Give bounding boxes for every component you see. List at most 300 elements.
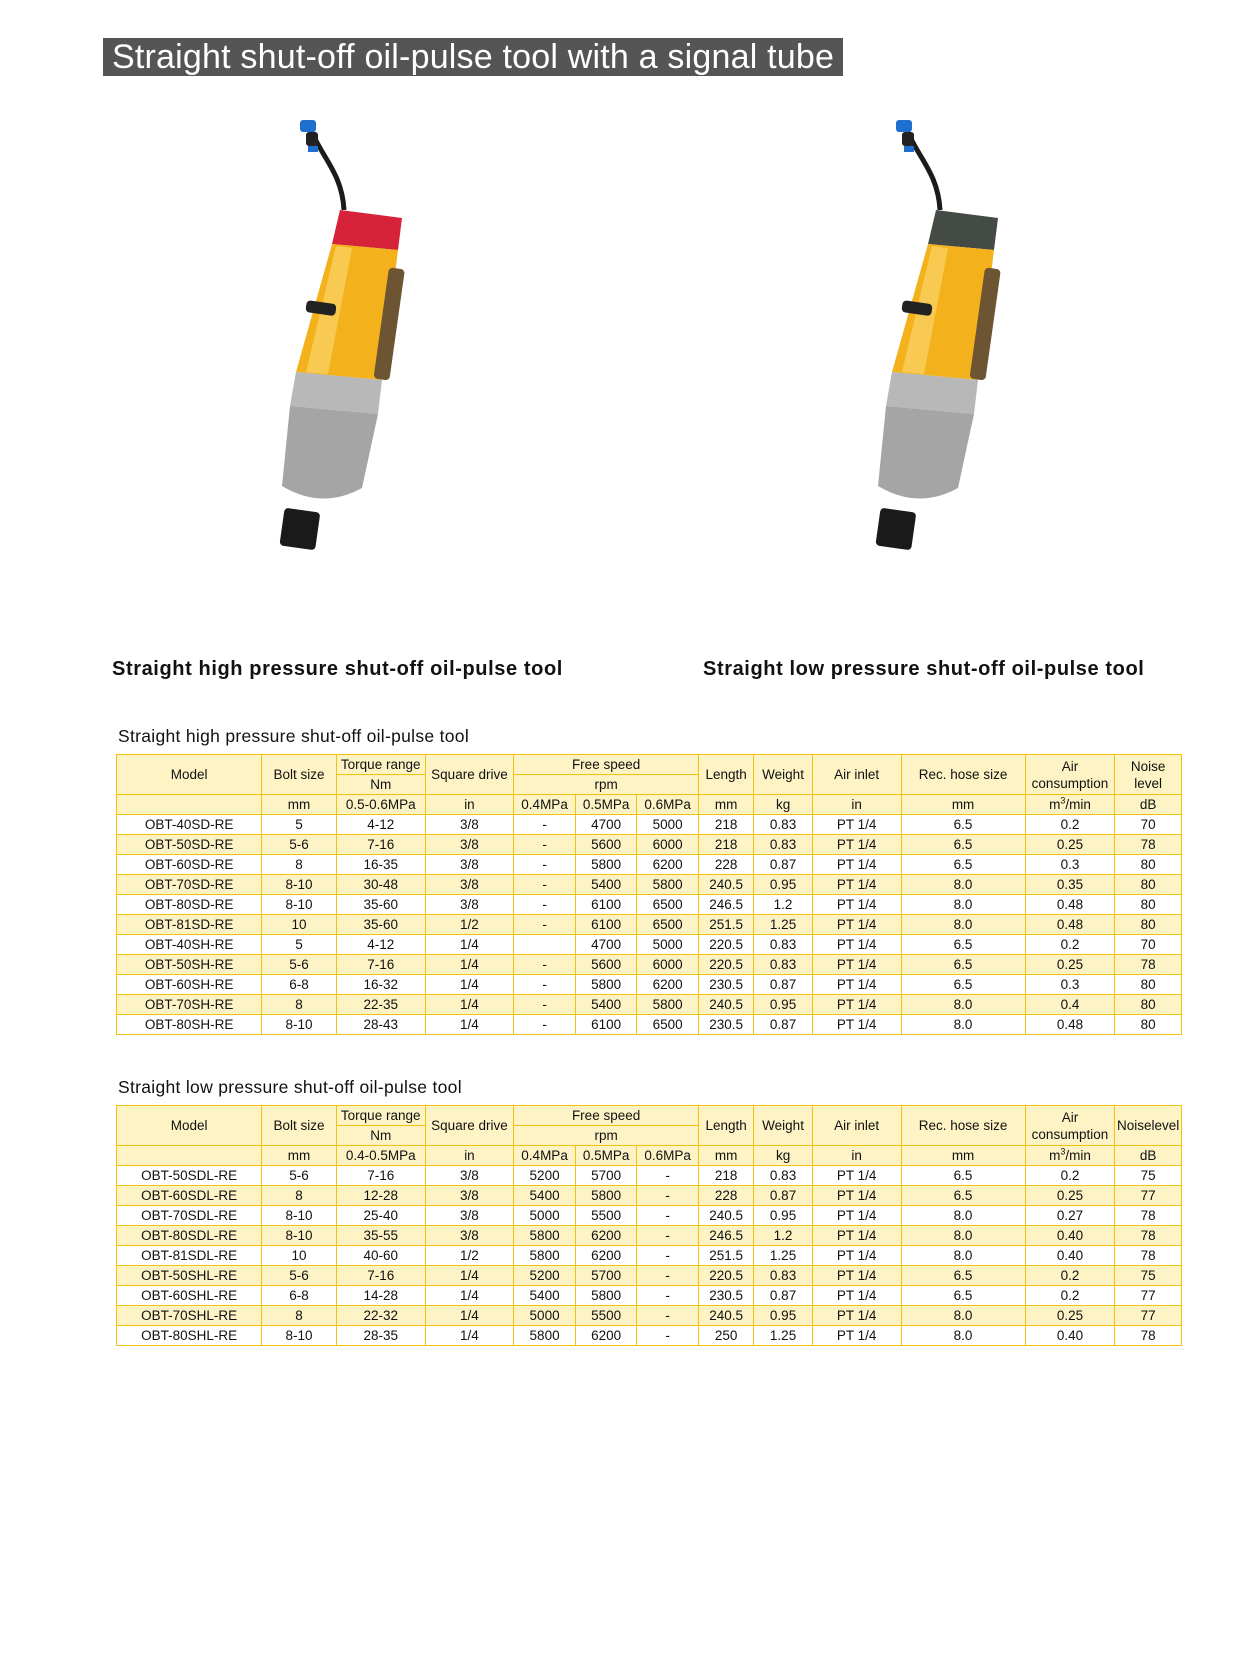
table-cell: 3/8: [425, 1226, 514, 1246]
table-cell: 0.83: [754, 1266, 812, 1286]
unit-cell: 0.5MPa: [575, 1146, 637, 1166]
table-cell: -: [637, 1266, 699, 1286]
table-cell: PT 1/4: [812, 1266, 901, 1286]
model-cell: OBT-60SHL-RE: [117, 1286, 262, 1306]
table-cell: 0.40: [1025, 1246, 1115, 1266]
table-cell: 8.0: [901, 1206, 1025, 1226]
header-noise-level: Noise level: [1115, 755, 1182, 795]
table-cell: 218: [698, 835, 753, 855]
table-cell: PT 1/4: [812, 835, 901, 855]
unit-cell: 0.6MPa: [637, 1146, 699, 1166]
unit-cell: in: [812, 1146, 901, 1166]
table-row: [117, 1326, 1182, 1346]
unit-cell: in: [425, 795, 514, 815]
table-cell: -: [514, 815, 576, 835]
table-cell: [514, 935, 576, 955]
table-cell: PT 1/4: [812, 1306, 901, 1326]
model-cell: OBT-50SDL-RE: [117, 1166, 262, 1186]
table-cell: -: [514, 895, 576, 915]
table-cell: 30-48: [336, 875, 425, 895]
table-cell: PT 1/4: [812, 915, 901, 935]
table-cell: 7-16: [336, 955, 425, 975]
table-cell: 251.5: [698, 915, 753, 935]
header-length: Length: [698, 1106, 753, 1146]
table-cell: 1/4: [425, 1286, 514, 1306]
table-cell: 5800: [514, 1246, 576, 1266]
table-cell: 8.0: [901, 995, 1025, 1015]
model-cell: OBT-81SD-RE: [117, 915, 262, 935]
table-cell: 218: [698, 1166, 753, 1186]
header-weight: Weight: [754, 755, 812, 795]
model-cell: OBT-40SH-RE: [117, 935, 262, 955]
table-cell: 3/8: [425, 895, 514, 915]
table-cell: 6500: [637, 895, 699, 915]
unit-cell: mm: [262, 795, 337, 815]
table-cell: 78: [1115, 1246, 1182, 1266]
table-cell: 77: [1115, 1286, 1182, 1306]
table-cell: 3/8: [425, 835, 514, 855]
table-cell: -: [514, 915, 576, 935]
table-cell: 6100: [575, 1015, 637, 1035]
table-cell: 77: [1115, 1306, 1182, 1326]
square-drive-socket: [875, 508, 916, 551]
table-cell: 6500: [637, 1015, 699, 1035]
table-cell: 3/8: [425, 875, 514, 895]
table-cell: 0.40: [1025, 1326, 1115, 1346]
table-cell: 80: [1115, 855, 1182, 875]
table-cell: 0.83: [754, 1166, 812, 1186]
model-cell: OBT-50SH-RE: [117, 955, 262, 975]
table-cell: 1.25: [754, 915, 812, 935]
model-cell: OBT-80SHL-RE: [117, 1326, 262, 1346]
table-cell: 28-43: [336, 1015, 425, 1035]
table-row: [117, 1206, 1182, 1226]
table-cell: PT 1/4: [812, 855, 901, 875]
header-length: Length: [698, 755, 753, 795]
table-cell: 7-16: [336, 835, 425, 855]
table-cell: 6200: [575, 1326, 637, 1346]
unit-cell: 0.4MPa: [514, 795, 576, 815]
table-cell: 6.5: [901, 1286, 1025, 1306]
units-row: [117, 1146, 1182, 1166]
table-cell: 0.95: [754, 875, 812, 895]
unit-cell: 0.4MPa: [514, 1146, 576, 1166]
table-cell: 8.0: [901, 1326, 1025, 1346]
header-weight: Weight: [754, 1106, 812, 1146]
table-row: [117, 1015, 1182, 1035]
unit-cell: 0.5-0.6MPa: [336, 795, 425, 815]
table-cell: -: [637, 1206, 699, 1226]
unit-cell: mm: [698, 795, 753, 815]
header-noise-level: Noiselevel: [1115, 1106, 1182, 1146]
table-row: [117, 1306, 1182, 1326]
table-cell: 0.48: [1025, 1015, 1115, 1035]
table-cell: 1.25: [754, 1246, 812, 1266]
table-row: [117, 935, 1182, 955]
header-air-consumption: Air consumption: [1025, 755, 1115, 795]
table-cell: 80: [1115, 875, 1182, 895]
table-cell: -: [637, 1326, 699, 1346]
table-cell: 0.4: [1025, 995, 1115, 1015]
table-cell: 5800: [575, 975, 637, 995]
high-pressure-table-title: Straight high pressure shut-off oil-pulse tool: [118, 726, 470, 746]
table-cell: PT 1/4: [812, 815, 901, 835]
table-cell: 8-10: [262, 1206, 337, 1226]
low-pressure-tool-image: [858, 118, 1058, 578]
table-cell: 1/2: [425, 915, 514, 935]
table-cell: 80: [1115, 895, 1182, 915]
table-row: [117, 1266, 1182, 1286]
table-cell: 0.95: [754, 1306, 812, 1326]
table-cell: 6.5: [901, 1186, 1025, 1206]
table-cell: 8-10: [262, 875, 337, 895]
table-cell: 1/4: [425, 1326, 514, 1346]
table-cell: 77: [1115, 1186, 1182, 1206]
table-cell: 5200: [514, 1266, 576, 1286]
units-row: [117, 795, 1182, 815]
header-torque-unit: Nm: [336, 775, 425, 795]
table-cell: PT 1/4: [812, 1186, 901, 1206]
unit-cell: dB: [1115, 1146, 1182, 1166]
table-row: [117, 1246, 1182, 1266]
model-cell: OBT-80SH-RE: [117, 1015, 262, 1035]
table-cell: 0.2: [1025, 815, 1115, 835]
unit-cell: 0.4-0.5MPa: [336, 1146, 425, 1166]
model-cell: OBT-60SD-RE: [117, 855, 262, 875]
table-cell: PT 1/4: [812, 995, 901, 1015]
table-cell: 1/4: [425, 1015, 514, 1035]
table-cell: 0.87: [754, 975, 812, 995]
table-cell: 78: [1115, 1226, 1182, 1246]
table-cell: -: [514, 1015, 576, 1035]
unit-cell: mm: [901, 795, 1025, 815]
table-cell: 228: [698, 1186, 753, 1206]
table-cell: 1/4: [425, 1306, 514, 1326]
header-model: Model: [117, 755, 262, 795]
table-row: [117, 835, 1182, 855]
table-cell: 0.87: [754, 1015, 812, 1035]
model-cell: OBT-50SHL-RE: [117, 1266, 262, 1286]
table-cell: 6.5: [901, 815, 1025, 835]
unit-cell: mm: [698, 1146, 753, 1166]
table-cell: 6200: [637, 855, 699, 875]
table-cell: 6.5: [901, 835, 1025, 855]
table-cell: 28-35: [336, 1326, 425, 1346]
table-cell: PT 1/4: [812, 1226, 901, 1246]
table-cell: PT 1/4: [812, 1206, 901, 1226]
table-row: [117, 975, 1182, 995]
table-cell: 0.27: [1025, 1206, 1115, 1226]
high-pressure-spec-table: [116, 754, 1182, 1035]
table-cell: 250: [698, 1326, 753, 1346]
table-cell: 6200: [637, 975, 699, 995]
table-cell: 0.48: [1025, 915, 1115, 935]
table-cell: 0.25: [1025, 955, 1115, 975]
tool-head: [282, 406, 378, 499]
table-cell: 8: [262, 1306, 337, 1326]
table-cell: 6-8: [262, 975, 337, 995]
table-cell: 14-28: [336, 1286, 425, 1306]
table-cell: 0.25: [1025, 1306, 1115, 1326]
table-cell: 1.2: [754, 895, 812, 915]
table-row: [117, 1166, 1182, 1186]
table-cell: PT 1/4: [812, 1246, 901, 1266]
header-hose-size: Rec. hose size: [901, 1106, 1025, 1146]
table-cell: 5000: [514, 1306, 576, 1326]
table-cell: 0.83: [754, 935, 812, 955]
table-cell: 5800: [575, 1186, 637, 1206]
table-row: [117, 995, 1182, 1015]
table-cell: -: [514, 835, 576, 855]
table-cell: 3/8: [425, 1206, 514, 1226]
table-cell: 228: [698, 855, 753, 875]
square-drive-socket: [279, 508, 320, 551]
header-torque-range: Torque range: [336, 1106, 425, 1126]
table-cell: 1/4: [425, 995, 514, 1015]
table-cell: 5800: [637, 995, 699, 1015]
table-cell: 5400: [575, 995, 637, 1015]
table-cell: 4700: [575, 815, 637, 835]
table-cell: 6200: [575, 1246, 637, 1266]
header-bolt-size: Bolt size: [262, 1106, 337, 1146]
header-hose-size: Rec. hose size: [901, 755, 1025, 795]
model-cell: OBT-60SDL-RE: [117, 1186, 262, 1206]
table-cell: 5700: [575, 1166, 637, 1186]
table-cell: 6500: [637, 915, 699, 935]
table-cell: 78: [1115, 1326, 1182, 1346]
table-row: [117, 1226, 1182, 1246]
table-cell: PT 1/4: [812, 1015, 901, 1035]
table-cell: 1/2: [425, 1246, 514, 1266]
table-cell: 8-10: [262, 1326, 337, 1346]
tool-head: [878, 406, 974, 499]
table-row: [117, 955, 1182, 975]
table-cell: 5400: [514, 1186, 576, 1206]
table-cell: 246.5: [698, 1226, 753, 1246]
table-cell: 75: [1115, 1166, 1182, 1186]
model-cell: OBT-70SD-RE: [117, 875, 262, 895]
table-cell: -: [637, 1286, 699, 1306]
table-cell: 0.83: [754, 955, 812, 975]
table-cell: 5200: [514, 1166, 576, 1186]
table-cell: -: [514, 975, 576, 995]
table-cell: 0.40: [1025, 1226, 1115, 1246]
table-cell: -: [637, 1246, 699, 1266]
table-cell: 240.5: [698, 1306, 753, 1326]
table-cell: 6100: [575, 895, 637, 915]
table-cell: 16-32: [336, 975, 425, 995]
table-cell: -: [637, 1306, 699, 1326]
table-cell: 80: [1115, 1015, 1182, 1035]
table-cell: 75: [1115, 1266, 1182, 1286]
header-air-inlet: Air inlet: [812, 755, 901, 795]
table-row: [117, 875, 1182, 895]
table-cell: 240.5: [698, 875, 753, 895]
table-cell: 5-6: [262, 1166, 337, 1186]
model-cell: OBT-70SDL-RE: [117, 1206, 262, 1226]
table-cell: 218: [698, 815, 753, 835]
table-cell: 8-10: [262, 1015, 337, 1035]
table-cell: 8.0: [901, 1246, 1025, 1266]
table-cell: 8-10: [262, 895, 337, 915]
table-cell: 0.87: [754, 1186, 812, 1206]
table-cell: -: [514, 875, 576, 895]
table-cell: 0.25: [1025, 1186, 1115, 1206]
table-cell: 22-35: [336, 995, 425, 1015]
table-cell: -: [514, 855, 576, 875]
model-cell: OBT-60SH-RE: [117, 975, 262, 995]
table-cell: 78: [1115, 1206, 1182, 1226]
table-cell: 5800: [575, 855, 637, 875]
header-torque-unit: Nm: [336, 1126, 425, 1146]
table-cell: -: [514, 995, 576, 1015]
table-cell: 0.2: [1025, 1266, 1115, 1286]
table-cell: 3/8: [425, 1186, 514, 1206]
table-cell: 35-60: [336, 895, 425, 915]
table-cell: 6.5: [901, 935, 1025, 955]
table-cell: 0.87: [754, 1286, 812, 1306]
header-air-inlet: Air inlet: [812, 1106, 901, 1146]
table-cell: 5500: [575, 1206, 637, 1226]
high-pressure-caption: Straight high pressure shut-off oil-pulse tool: [112, 658, 563, 680]
table-cell: 0.2: [1025, 1286, 1115, 1306]
table-cell: 8.0: [901, 1306, 1025, 1326]
table-cell: 5000: [637, 815, 699, 835]
table-cell: 0.48: [1025, 895, 1115, 915]
table-cell: 8: [262, 1186, 337, 1206]
table-cell: 251.5: [698, 1246, 753, 1266]
unit-cell: $m^3/\min$: [1025, 795, 1115, 815]
table-cell: 240.5: [698, 995, 753, 1015]
signal-tube: [300, 120, 344, 210]
unit-cell: mm: [901, 1146, 1025, 1166]
table-cell: 5800: [514, 1226, 576, 1246]
table-cell: PT 1/4: [812, 935, 901, 955]
header-bolt-size: Bolt size: [262, 755, 337, 795]
header-torque-range: Torque range: [336, 755, 425, 775]
table-cell: 5: [262, 815, 337, 835]
header-free-speed: Free speed: [514, 1106, 699, 1126]
table-cell: PT 1/4: [812, 875, 901, 895]
table-cell: 7-16: [336, 1266, 425, 1286]
table-cell: 8.0: [901, 1226, 1025, 1246]
table-cell: 5800: [514, 1326, 576, 1346]
table-cell: 5500: [575, 1306, 637, 1326]
table-cell: 5000: [637, 935, 699, 955]
table-cell: 1/4: [425, 935, 514, 955]
unit-cell: mm: [262, 1146, 337, 1166]
table-cell: 6.5: [901, 955, 1025, 975]
unit-cell: in: [425, 1146, 514, 1166]
table-cell: 12-28: [336, 1186, 425, 1206]
model-cell: OBT-70SHL-RE: [117, 1306, 262, 1326]
unit-cell: kg: [754, 795, 812, 815]
tool-cap: [332, 210, 402, 250]
table-cell: -: [637, 1186, 699, 1206]
table-cell: 220.5: [698, 1266, 753, 1286]
unit-cell: $m^3/\min$: [1025, 1146, 1115, 1166]
table-cell: 22-32: [336, 1306, 425, 1326]
unit-cell: kg: [754, 1146, 812, 1166]
low-pressure-spec-table: [116, 1105, 1182, 1346]
table-cell: 3/8: [425, 815, 514, 835]
table-cell: 8.0: [901, 895, 1025, 915]
table-cell: 230.5: [698, 975, 753, 995]
table-cell: 6.5: [901, 1266, 1025, 1286]
header-free-speed: Free speed: [514, 755, 699, 775]
table-cell: 80: [1115, 915, 1182, 935]
table-cell: 70: [1115, 935, 1182, 955]
header-speed-unit: rpm: [514, 1126, 699, 1146]
table-cell: 35-55: [336, 1226, 425, 1246]
table-cell: PT 1/4: [812, 1326, 901, 1346]
table-cell: 8.0: [901, 1015, 1025, 1035]
table-cell: 5800: [575, 1286, 637, 1306]
tool-cap: [928, 210, 998, 250]
table-cell: 40-60: [336, 1246, 425, 1266]
table-cell: 220.5: [698, 935, 753, 955]
model-cell: OBT-80SDL-RE: [117, 1226, 262, 1246]
table-cell: 220.5: [698, 955, 753, 975]
table-row: [117, 815, 1182, 835]
table-cell: 6000: [637, 955, 699, 975]
table-cell: 0.95: [754, 1206, 812, 1226]
table-cell: 230.5: [698, 1286, 753, 1306]
table-cell: 4-12: [336, 815, 425, 835]
high-pressure-tool-image: [262, 118, 462, 578]
table-cell: 70: [1115, 815, 1182, 835]
unit-cell: in: [812, 795, 901, 815]
table-cell: 10: [262, 915, 337, 935]
table-cell: -: [637, 1226, 699, 1246]
low-pressure-caption: Straight low pressure shut-off oil-pulse tool: [703, 658, 1145, 680]
table-cell: 230.5: [698, 1015, 753, 1035]
table-row: [117, 855, 1182, 875]
table-cell: 5-6: [262, 835, 337, 855]
table-cell: 0.35: [1025, 875, 1115, 895]
table-cell: 6.5: [901, 1166, 1025, 1186]
table-cell: 8.0: [901, 875, 1025, 895]
table-cell: PT 1/4: [812, 1286, 901, 1306]
header-square-drive: Square drive: [425, 755, 514, 795]
model-cell: OBT-40SD-RE: [117, 815, 262, 835]
signal-tube: [896, 120, 940, 210]
page-title: Straight shut-off oil-pulse tool with a signal tube: [103, 38, 843, 76]
table-cell: 0.83: [754, 815, 812, 835]
table-cell: 5-6: [262, 1266, 337, 1286]
unit-cell: dB: [1115, 795, 1182, 815]
table-cell: 0.87: [754, 855, 812, 875]
table-cell: 5000: [514, 1206, 576, 1226]
table-cell: 1.25: [754, 1326, 812, 1346]
table-cell: 80: [1115, 975, 1182, 995]
table-cell: 5800: [637, 875, 699, 895]
table-cell: 5400: [575, 875, 637, 895]
table-cell: PT 1/4: [812, 895, 901, 915]
table-cell: PT 1/4: [812, 1166, 901, 1186]
table-cell: 0.25: [1025, 835, 1115, 855]
table-cell: 78: [1115, 835, 1182, 855]
table-cell: 1/4: [425, 1266, 514, 1286]
table-cell: 6000: [637, 835, 699, 855]
header-air-consumption: Air consumption: [1025, 1106, 1115, 1146]
table-row: [117, 1186, 1182, 1206]
table-cell: 6200: [575, 1226, 637, 1246]
model-cell: OBT-81SDL-RE: [117, 1246, 262, 1266]
table-cell: 6-8: [262, 1286, 337, 1306]
table-cell: 246.5: [698, 895, 753, 915]
table-cell: 0.3: [1025, 975, 1115, 995]
